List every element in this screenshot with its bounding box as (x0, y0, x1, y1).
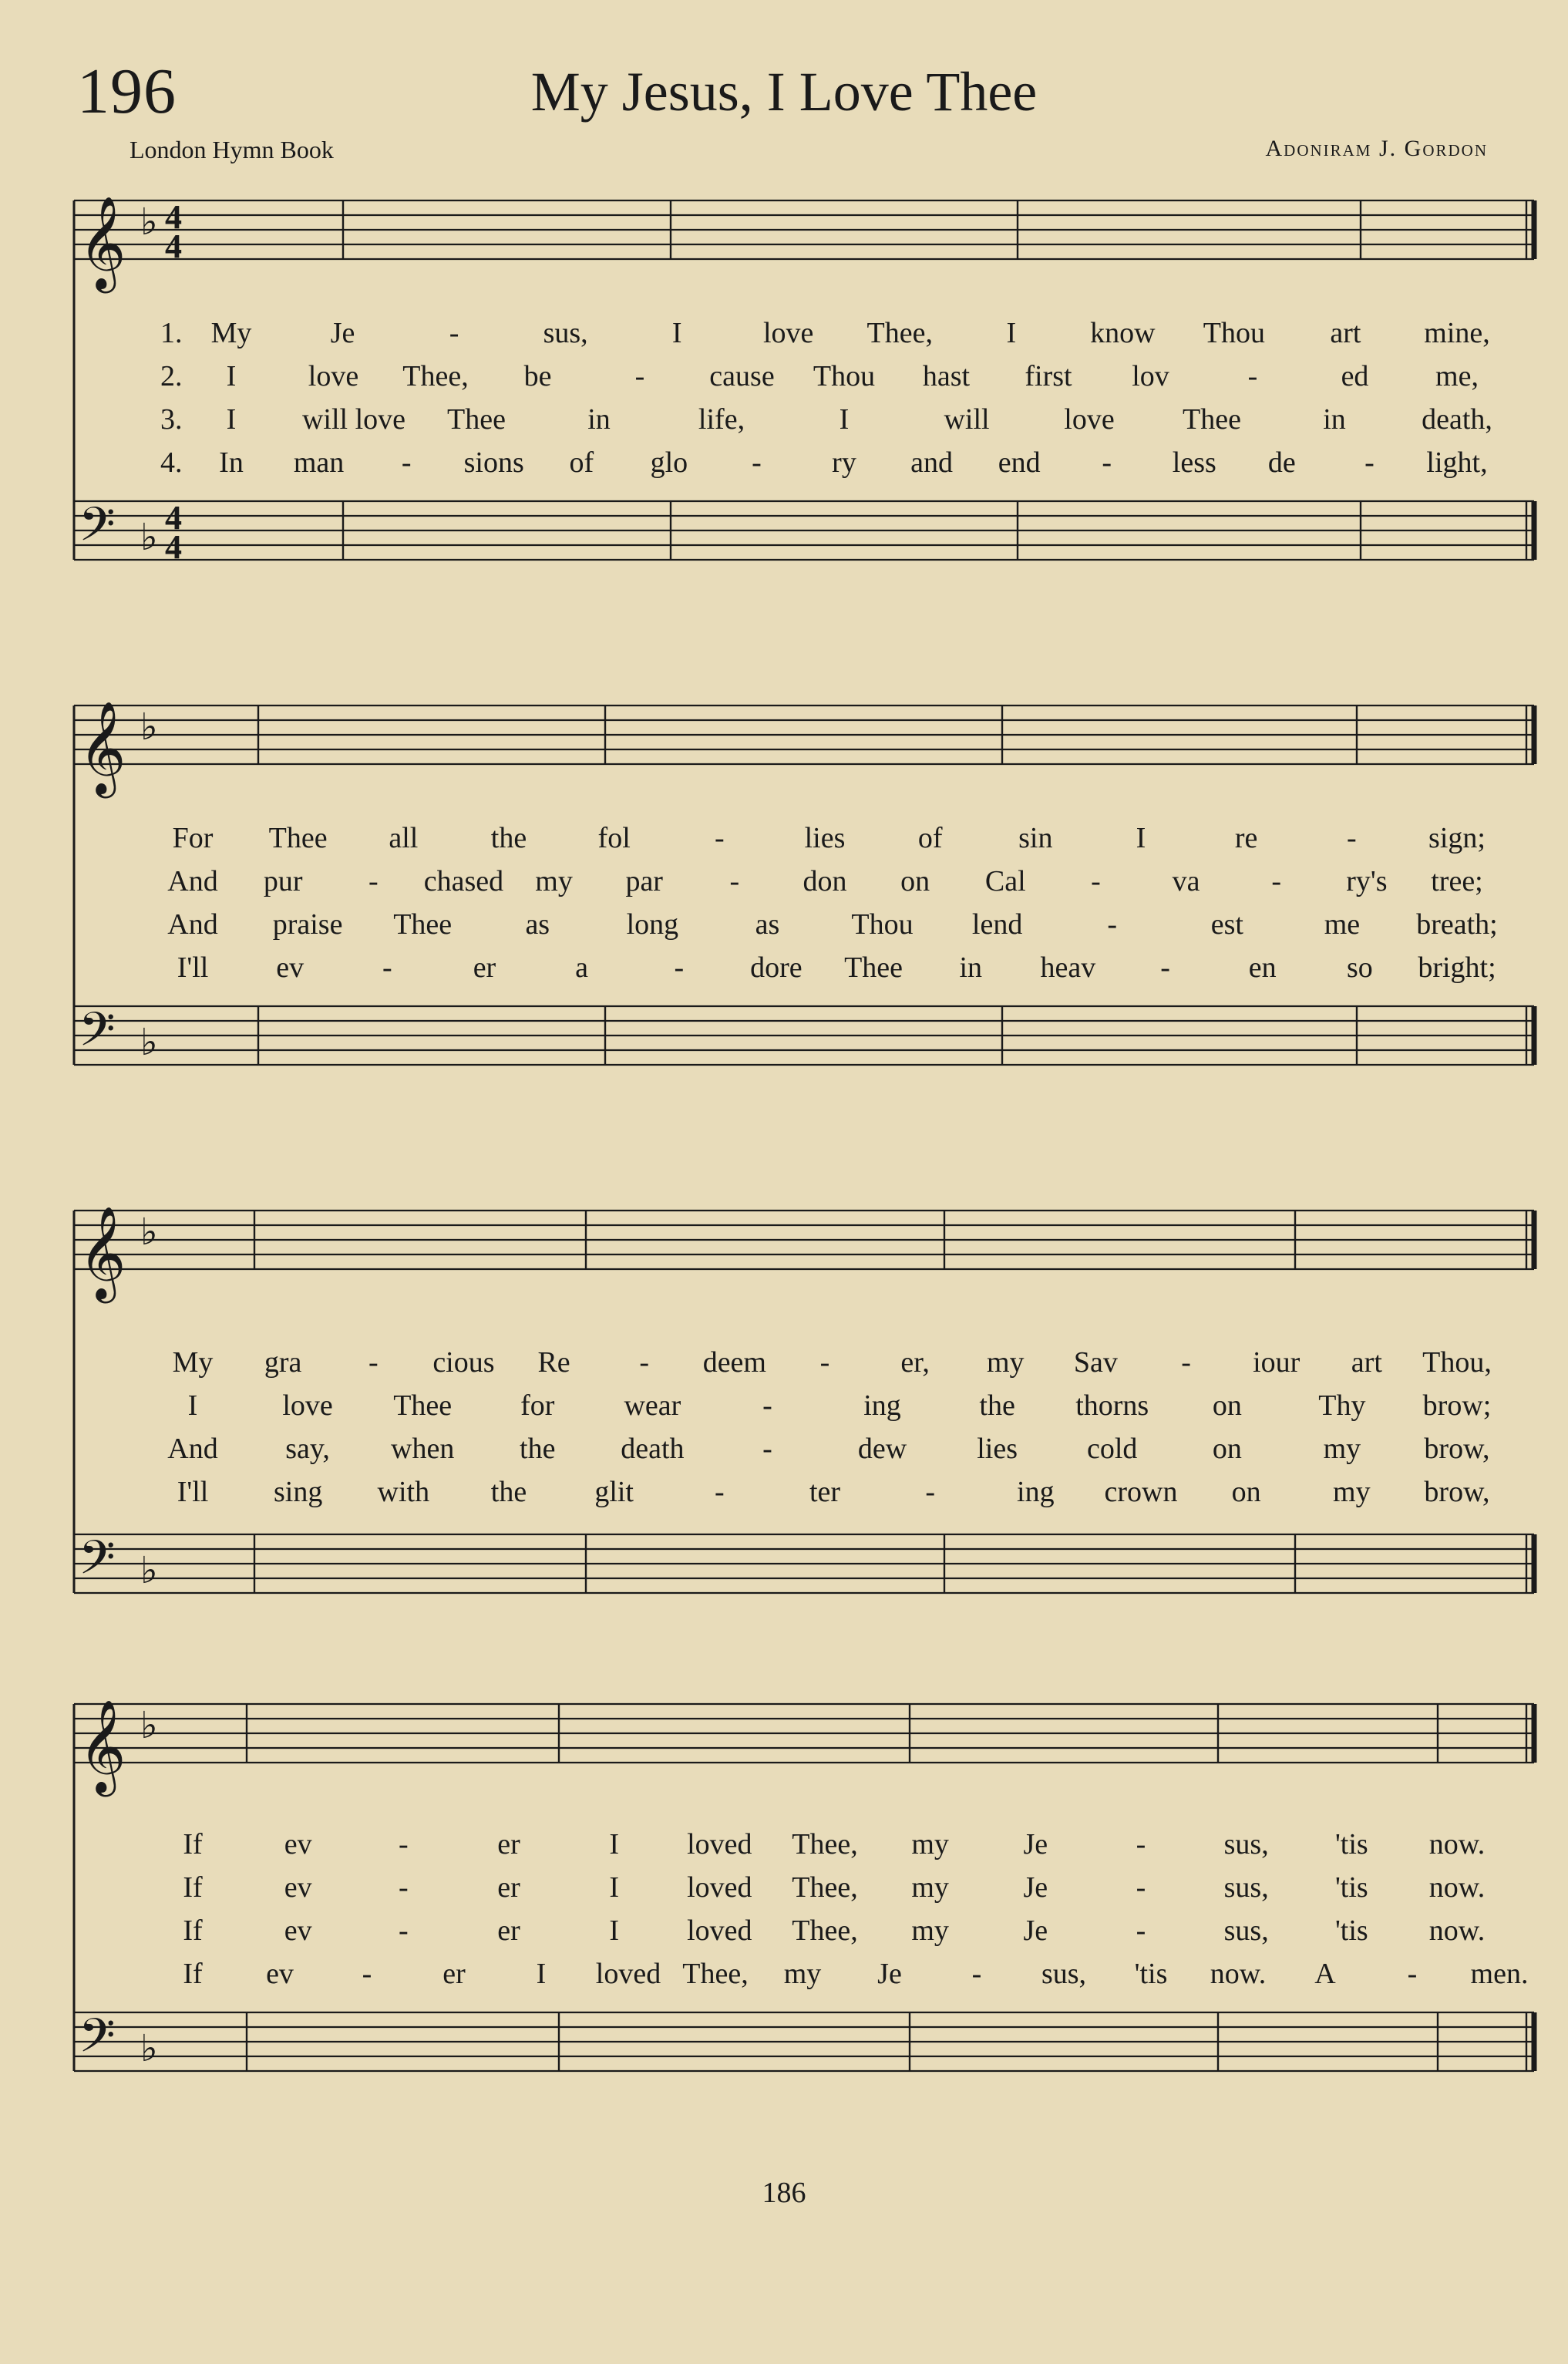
hyphen: - (1181, 1346, 1191, 1379)
lyric-syllable: Thee (268, 822, 328, 854)
lyric-syllable: Sav (1073, 1346, 1118, 1379)
lyric-syllable: death (621, 1433, 685, 1465)
lyric-syllable: now. (1428, 1828, 1486, 1861)
lyric-syllable: ing (1017, 1476, 1055, 1508)
lyric-syllable: on (900, 865, 930, 897)
bass-staff-1 (0, 493, 1568, 617)
verse-number: 1. (160, 317, 183, 349)
lyric-line (0, 908, 1568, 951)
treble-clef-icon: 𝄞 (79, 1205, 126, 1299)
lyric-syllable: loved (687, 1871, 752, 1904)
lyric-syllable: I (609, 1871, 619, 1904)
lyric-syllable: so (1346, 951, 1373, 984)
lyric-syllable: the (520, 1433, 556, 1465)
lyric-syllable: lov (1132, 360, 1169, 392)
lyric-syllable: Je (330, 317, 355, 349)
lyric-syllable: In (219, 446, 244, 479)
lyric-syllable: Je (1023, 1914, 1048, 1947)
lyric-syllable: sus, (1223, 1828, 1269, 1861)
hyphen: - (762, 1433, 772, 1465)
lyric-syllable: I'll (177, 951, 209, 984)
lyric-syllable: ed (1341, 360, 1369, 392)
bass-staff-3 (0, 1527, 1568, 1650)
hyphen: - (715, 1476, 725, 1508)
lyric-syllable: love (282, 1389, 333, 1422)
lyric-syllable: er (473, 951, 496, 984)
treble-clef-icon: 𝄞 (79, 700, 126, 794)
lyric-syllable: as (755, 908, 780, 941)
lyric-syllable: 'tis (1334, 1914, 1368, 1947)
lyric-line (0, 864, 1568, 908)
lyric-syllable: Thee, (792, 1871, 858, 1904)
lyric-syllable: Thee (447, 403, 506, 436)
lyric-syllable: en (1248, 951, 1277, 984)
hyphen: - (674, 951, 685, 984)
hyphen: - (368, 865, 379, 897)
lyric-syllable: my (535, 865, 573, 897)
lyric-syllable: sign; (1428, 822, 1486, 854)
lyric-syllable: man (293, 446, 345, 479)
lyric-syllable: the (979, 1389, 1015, 1422)
lyric-syllable: And (167, 908, 218, 941)
hyphen: - (1107, 908, 1118, 941)
lyric-syllable: er (442, 1958, 466, 1990)
hyphen: - (449, 317, 459, 349)
lyric-syllable: say, (285, 1433, 330, 1465)
lyric-syllable: praise (272, 908, 343, 941)
verse-number: 4. (160, 446, 183, 479)
lyric-syllable: of (569, 446, 594, 479)
lyric-syllable: Re (537, 1346, 570, 1379)
lyric-syllable: glit (594, 1476, 634, 1508)
lyric-syllable: dew (857, 1433, 907, 1465)
lyric-syllable: Thee, (792, 1914, 858, 1947)
hyphen: - (382, 951, 392, 984)
treble-clef-icon: 𝄞 (79, 195, 126, 289)
treble-staff-3 (0, 1203, 1568, 1326)
flat-sign-icon: ♭ (140, 1549, 158, 1592)
lyric-syllable: lies (977, 1433, 1018, 1465)
lyric-syllable: And (167, 865, 218, 897)
lyric-syllable: I (226, 403, 237, 436)
lyric-syllable: Thou (813, 360, 876, 392)
lyric-syllable: my (911, 1828, 949, 1861)
lyric-syllable: on (1231, 1476, 1261, 1508)
lyric-syllable: Thy (1318, 1389, 1366, 1422)
lyric-syllable: er, (900, 1346, 930, 1379)
lyric-syllable: gra (264, 1346, 302, 1379)
hyphen: - (1347, 822, 1357, 854)
lyric-syllable: art (1330, 317, 1361, 349)
lyric-syllable: ev (284, 1871, 312, 1904)
lyric-syllable: all (389, 822, 419, 854)
time-signature-bottom: 4 (165, 227, 182, 265)
lyric-syllable: bright; (1418, 951, 1496, 984)
lyric-syllable: crown (1104, 1476, 1178, 1508)
lyric-syllable: sus, (1041, 1958, 1087, 1990)
hyphen: - (925, 1476, 935, 1508)
hyphen: - (1364, 446, 1375, 479)
hyphen: - (1136, 1914, 1146, 1947)
lyric-syllable: cious (432, 1346, 495, 1379)
lyric-syllable: brow; (1422, 1389, 1492, 1422)
lyric-syllable: mine, (1424, 317, 1490, 349)
lyric-syllable: of (917, 822, 943, 854)
hyphen: - (1407, 1958, 1418, 1990)
lyric-syllable: My (210, 317, 252, 349)
lyric-syllable: love (308, 360, 359, 392)
lyric-syllable: cause (709, 360, 775, 392)
lyric-syllable: my (783, 1958, 822, 1990)
lyric-syllable: when (391, 1433, 455, 1465)
lyric-syllable: 'tis (1334, 1871, 1368, 1904)
hyphen: - (1136, 1871, 1146, 1904)
lyric-syllable: lend (971, 908, 1023, 941)
lyric-syllable: my (911, 1914, 949, 1947)
lyric-line (0, 1914, 1568, 1957)
lyric-syllable: iour (1253, 1346, 1300, 1379)
lyric-syllable: Cal (984, 865, 1026, 897)
lyric-syllable: end (998, 446, 1041, 479)
lyric-syllable: and (910, 446, 953, 479)
lyric-syllable: ev (266, 1958, 294, 1990)
lyric-syllable: I (671, 317, 682, 349)
hyphen: - (399, 1828, 409, 1861)
lyric-line (0, 1957, 1568, 2000)
lyric-syllable: with (377, 1476, 430, 1508)
lyric-syllable: par (625, 865, 663, 897)
lyric-syllable: I (187, 1389, 198, 1422)
treble-staff-1 (0, 193, 1568, 316)
lyric-syllable: know (1090, 317, 1156, 349)
lyric-syllable: er (497, 1871, 520, 1904)
composer-credit: Adoniram J. Gordon (1265, 136, 1488, 161)
treble-staff-4 (0, 1696, 1568, 1820)
bass-clef-icon: 𝄢 (79, 1531, 116, 1597)
lyric-syllable: my (987, 1346, 1025, 1379)
lyric-syllable: ev (276, 951, 305, 984)
lyric-line (0, 446, 1568, 489)
lyric-syllable: er (497, 1828, 520, 1861)
flat-sign-icon: ♭ (140, 1704, 158, 1747)
lyric-line (0, 951, 1568, 994)
lyric-syllable: men. (1470, 1958, 1529, 1990)
lyric-syllable: sing (273, 1476, 323, 1508)
lyric-syllable: I (226, 360, 237, 392)
lyric-syllable: less (1172, 446, 1216, 479)
time-signature-top: 4 (165, 198, 182, 236)
hyphen: - (399, 1871, 409, 1904)
lyric-syllable: in (587, 403, 611, 436)
hymn-title: My Jesus, I Love Thee (530, 61, 1038, 123)
lyric-syllable: deem (702, 1346, 766, 1379)
lyric-syllable: Thee (393, 908, 453, 941)
lyric-syllable: ing (863, 1389, 901, 1422)
hyphen: - (1136, 1828, 1146, 1861)
lyric-syllable: dore (750, 951, 803, 984)
lyric-syllable: tree; (1431, 865, 1483, 897)
lyric-line (0, 1475, 1568, 1518)
lyric-line (0, 359, 1568, 402)
lyric-syllable: fol (597, 822, 631, 854)
lyric-syllable: loved (595, 1958, 661, 1990)
lyric-syllable: heav (1040, 951, 1096, 984)
lyric-syllable: sus, (1223, 1914, 1269, 1947)
lyric-syllable: And (167, 1433, 218, 1465)
lyric-syllable: loved (687, 1914, 752, 1947)
lyric-syllable: in (959, 951, 982, 984)
lyric-syllable: hast (922, 360, 971, 392)
lyric-line (0, 402, 1568, 446)
bass-clef-icon: 𝄢 (79, 2009, 116, 2075)
flat-sign-icon: ♭ (140, 1211, 158, 1254)
lyric-syllable: sin (1018, 822, 1053, 854)
verse-number: 3. (160, 403, 183, 436)
lyric-syllable: chased (423, 865, 504, 897)
lyric-syllable: sions (463, 446, 524, 479)
hyphen: - (634, 360, 645, 392)
page-number: 186 (762, 2177, 806, 2209)
lyric-syllable: ry (832, 446, 856, 479)
lyric-syllable: Thee (1183, 403, 1241, 436)
lyric-syllable: breath; (1416, 908, 1498, 941)
lyric-syllable: er (497, 1914, 520, 1947)
hyphen: - (399, 1914, 409, 1947)
lyric-syllable: My (172, 1346, 214, 1379)
flat-sign-icon: ♭ (140, 200, 158, 244)
hyphen: - (971, 1958, 982, 1990)
hyphen: - (362, 1958, 372, 1990)
lyric-syllable: ry's (1346, 865, 1388, 897)
lyric-syllable: I (609, 1914, 619, 1947)
lyric-syllable: will (944, 403, 990, 436)
lyric-line (0, 1871, 1568, 1914)
lyric-syllable: cold (1087, 1433, 1138, 1465)
flat-sign-icon: ♭ (140, 516, 158, 559)
hyphen: - (729, 865, 740, 897)
lyric-syllable: Thee (844, 951, 903, 984)
lyric-syllable: 'tis (1334, 1828, 1368, 1861)
lyric-syllable: my (1333, 1476, 1371, 1508)
lyric-syllable: If (183, 1958, 203, 1990)
lyric-syllable: If (183, 1914, 203, 1947)
lyric-syllable: in (1323, 403, 1346, 436)
lyric-syllable: I'll (177, 1476, 209, 1508)
lyric-syllable: I (1006, 317, 1017, 349)
lyric-syllable: a (575, 951, 589, 984)
lyric-syllable: Je (877, 1958, 902, 1990)
lyric-syllable: 'tis (1134, 1958, 1168, 1990)
lyric-syllable: wear (624, 1389, 681, 1422)
lyric-syllable: now. (1428, 1914, 1486, 1947)
lyric-syllable: me, (1435, 360, 1479, 392)
lyric-syllable: sus, (1223, 1871, 1269, 1904)
lyric-syllable: me (1324, 908, 1361, 941)
lyric-syllable: ev (284, 1914, 312, 1947)
lyric-syllable: death, (1422, 403, 1492, 436)
lyric-syllable: I (1136, 822, 1146, 854)
lyric-line (0, 1389, 1568, 1432)
hyphen: - (1247, 360, 1258, 392)
lyric-syllable: on (1212, 1389, 1242, 1422)
flat-sign-icon: ♭ (140, 705, 158, 749)
lyric-syllable: life, (698, 403, 745, 436)
time-signature-top: 4 (165, 499, 182, 537)
hyphen: - (639, 1346, 650, 1379)
lyric-syllable: first (1025, 360, 1072, 392)
lyric-syllable: brow, (1424, 1433, 1490, 1465)
lyric-syllable: If (183, 1828, 203, 1861)
lyric-syllable: brow, (1424, 1476, 1490, 1508)
lyric-syllable: I (839, 403, 850, 436)
treble-clef-icon: 𝄞 (79, 1699, 126, 1793)
lyric-syllable: love (1064, 403, 1115, 436)
lyric-syllable: Thee, (682, 1958, 749, 1990)
hyphen: - (819, 1346, 830, 1379)
lyric-syllable: love (763, 317, 814, 349)
lyric-syllable: I (609, 1828, 619, 1861)
lyric-syllable: ter (809, 1476, 841, 1508)
lyric-line (0, 1827, 1568, 1871)
lyric-syllable: loved (687, 1828, 752, 1861)
lyric-line (0, 316, 1568, 359)
lyric-syllable: long (626, 908, 679, 941)
lyric-syllable: Je (1023, 1828, 1048, 1861)
lyric-syllable: glo (650, 446, 688, 479)
bass-clef-icon: 𝄢 (79, 1002, 116, 1069)
time-signature-bottom: 4 (165, 528, 182, 566)
hyphen: - (1102, 446, 1112, 479)
lyric-syllable: de (1267, 446, 1296, 479)
lyric-syllable: light, (1426, 446, 1488, 479)
lyric-syllable: pur (263, 865, 303, 897)
verse-number: 2. (160, 360, 183, 392)
hyphen: - (368, 1346, 379, 1379)
lyric-syllable: Thee, (866, 317, 933, 349)
bass-staff-2 (0, 998, 1568, 1122)
lyric-syllable: est (1210, 908, 1243, 941)
lyric-syllable: will love (301, 403, 406, 436)
bass-staff-4 (0, 2005, 1568, 2128)
lyric-syllable: sus, (543, 317, 588, 349)
lyric-syllable: art (1351, 1346, 1382, 1379)
lyric-syllable: ev (284, 1828, 312, 1861)
lyric-syllable: Thee (393, 1389, 453, 1422)
lyric-syllable: Thee, (402, 360, 469, 392)
lyric-syllable: For (172, 822, 214, 854)
flat-sign-icon: ♭ (140, 1021, 158, 1064)
treble-staff-2 (0, 698, 1568, 821)
lyric-syllable: don (803, 865, 847, 897)
lyric-syllable: Thou (851, 908, 914, 941)
flat-sign-icon: ♭ (140, 2027, 158, 2070)
hyphen: - (762, 1389, 772, 1422)
lyric-syllable: be (523, 360, 552, 392)
bass-clef-icon: 𝄢 (79, 497, 116, 564)
hyphen: - (752, 446, 762, 479)
lyric-syllable: my (911, 1871, 949, 1904)
lyric-syllable: Thou, (1422, 1346, 1492, 1379)
lyric-syllable: va (1172, 865, 1200, 897)
lyric-syllable: the (490, 1476, 527, 1508)
lyric-line (0, 1432, 1568, 1475)
lyric-syllable: I (536, 1958, 547, 1990)
lyric-syllable: now. (1210, 1958, 1267, 1990)
tune-source: London Hymn Book (130, 136, 334, 163)
hyphen: - (1091, 865, 1101, 897)
hymn-number: 196 (77, 56, 177, 127)
lyric-syllable: If (183, 1871, 203, 1904)
hyphen: - (715, 822, 725, 854)
hyphen: - (401, 446, 412, 479)
lyric-syllable: lies (804, 822, 846, 854)
lyric-syllable: Thou (1203, 317, 1266, 349)
lyric-syllable: the (490, 822, 527, 854)
lyric-syllable: now. (1428, 1871, 1486, 1904)
lyric-syllable: on (1212, 1433, 1242, 1465)
lyric-syllable: thorns (1075, 1389, 1149, 1422)
lyric-syllable: as (525, 908, 550, 941)
lyric-syllable: A (1314, 1958, 1336, 1990)
lyric-syllable: my (1323, 1433, 1361, 1465)
lyric-syllable: for (520, 1389, 555, 1422)
lyric-syllable: Je (1023, 1871, 1048, 1904)
lyric-line (0, 1345, 1568, 1389)
lyric-syllable: Thee, (792, 1828, 858, 1861)
lyric-line (0, 821, 1568, 864)
lyric-syllable: re (1234, 822, 1258, 854)
hyphen: - (1160, 951, 1170, 984)
hyphen: - (1271, 865, 1282, 897)
